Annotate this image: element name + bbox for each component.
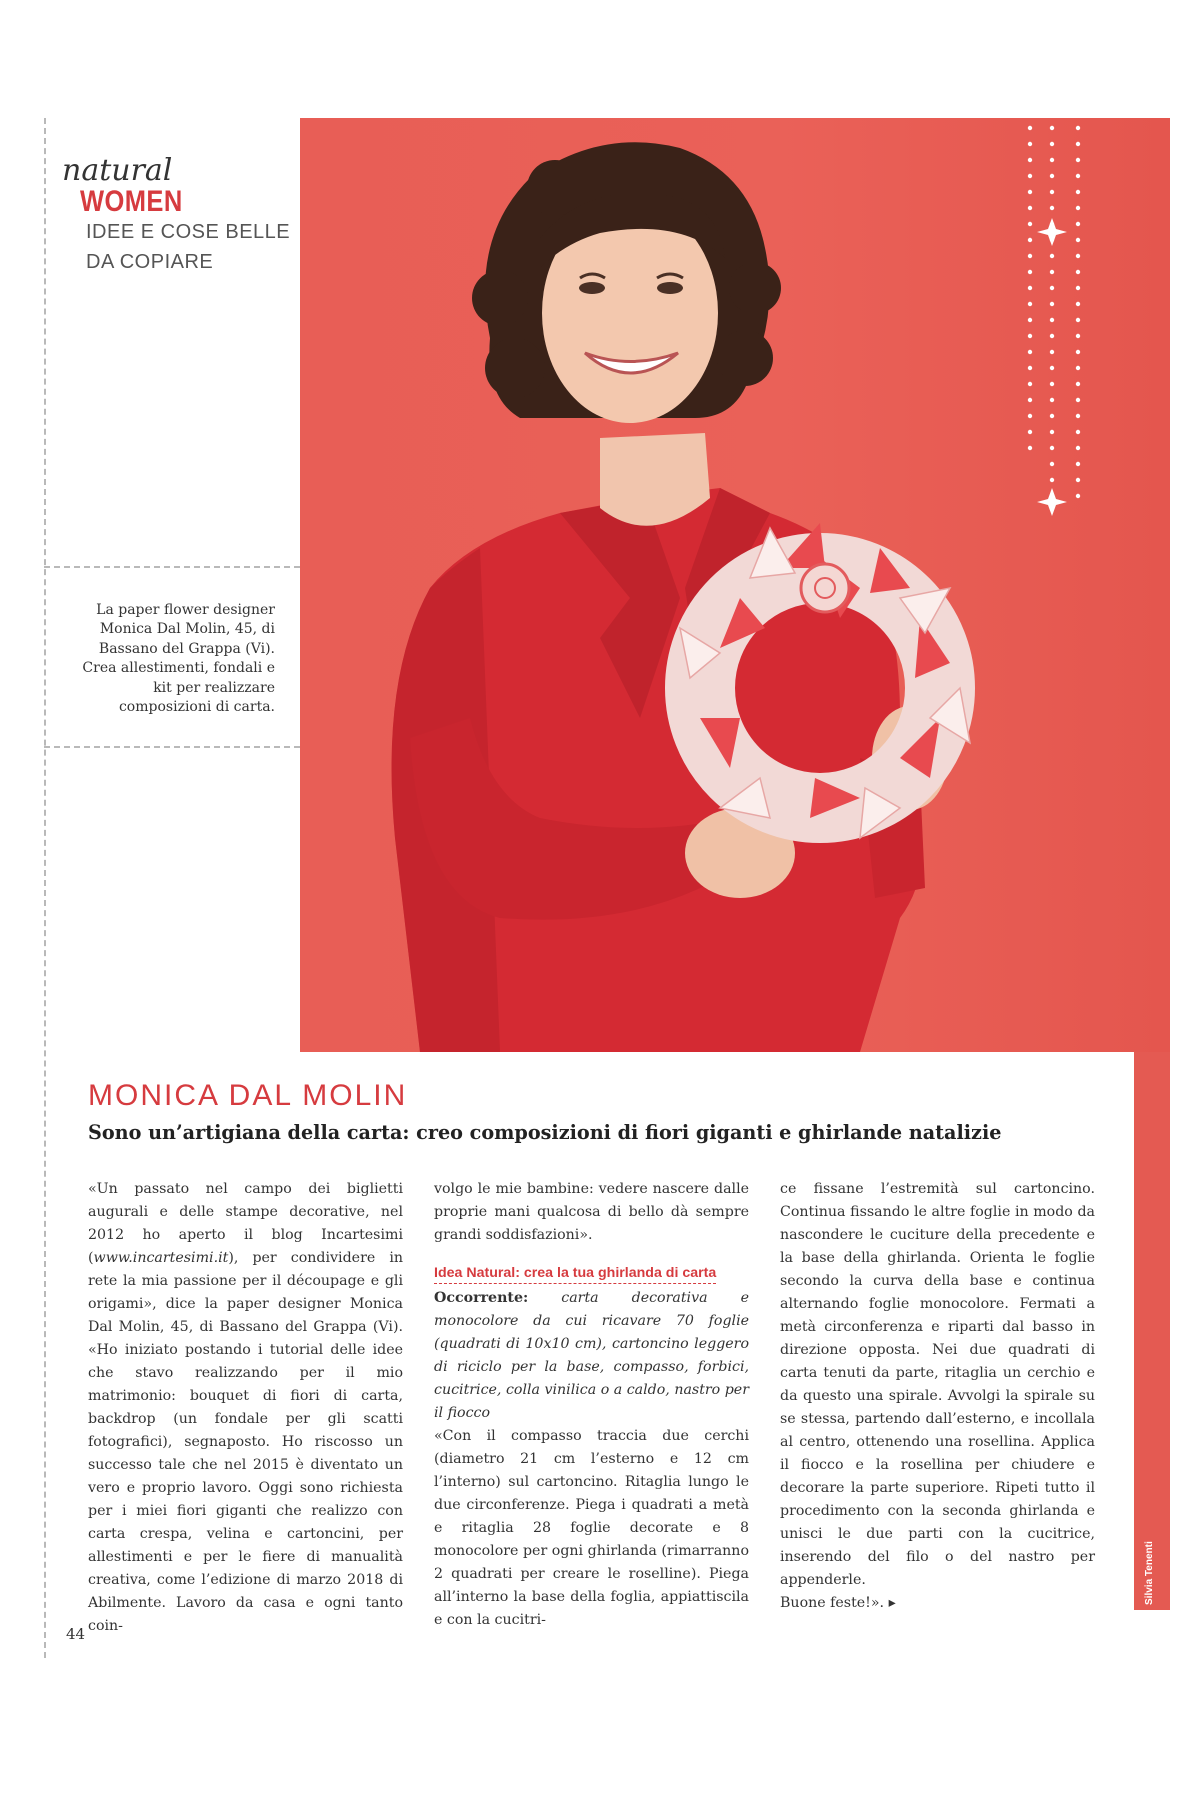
section-tagline-line-2: DA COPIARE — [86, 251, 214, 273]
article-column-3 — [780, 1178, 1095, 1615]
instructions-paragraph: «Con il compasso traccia due cerchi (diametro 21 cm l’esterno e 12 cm l’interno) sul cartoncino. Ritaglia lungo le due circonferenze. Piega i quadrati a metà e ritaglia 28 foglie decorate e 8 monocolore per ogni ghirlanda (rimarranno 2 quadrati per creare le roselline). Piega all’interno la base della foglia, appiattiscila e con la cucitri- — [434, 1428, 749, 1628]
materials-label: Occorrente: — [434, 1290, 529, 1306]
article-paragraph: volgo le mie bambine: vedere nascere dalle proprie mani qualcosa di bello dà sempre grandi soddisfazioni». — [434, 1181, 749, 1243]
caption-line: Bassano del Grappa (Vi). — [98, 640, 275, 657]
materials-text: carta decorativa e monocolore da cui ricavare 70 foglie (quadrati di 10x10 cm), cartoncino leggero di riciclo per la base, compasso, forbici, cucitrice, colla vinilica o a caldo, nastro per il fiocco — [434, 1290, 749, 1421]
article-title: MONICA DAL MOLIN — [88, 1079, 408, 1112]
text-run: ), per condividere in rete la mia passione per il découpage e gli origami», dice la paper designer Monica Dal Molin, 45, di Bassano del Grappa (Vi). «Ho iniziato postando i tutorial delle idee che stavo realizzando per il mio matrimonio: bouquet di fiori di carta, backdrop (un fondale per gli scatti fotografici), segnaposto. Ho riscosso un successo tale che nel 2015 è diventato un vero e proprio lavoro. Oggi sono richiesta per i miei fiori giganti che realizzo con carta crespa, velina e cartoncini, per allestimenti e per le fiere di manualità creativa, come l’edizione di marzo 2018 di Abilmente. Lavoro da casa e ogni tanto coin- — [88, 1250, 403, 1634]
photo-caption — [60, 601, 275, 717]
caption-bottom-dashed-line — [44, 746, 300, 748]
section-brand-bold: WOMEN — [80, 185, 183, 218]
star-garland-decoration — [1028, 126, 1080, 516]
article-column-1 — [88, 1178, 403, 1638]
article-column-2 — [434, 1178, 749, 1632]
blog-link[interactable]: www.incartesimi.it — [93, 1250, 229, 1266]
article-paragraph — [88, 1178, 403, 1638]
idea-box-title: Idea Natural: crea la tua ghirlanda di carta — [434, 1263, 716, 1284]
decorative-red-strip — [1134, 1052, 1170, 1610]
section-brand-script: natural — [62, 153, 173, 188]
caption-line: kit per realizzare — [153, 679, 275, 696]
portrait-illustration — [300, 118, 1170, 1052]
materials-paragraph — [434, 1287, 749, 1425]
caption-line: La paper flower designer — [96, 602, 275, 618]
page-number: 44 — [66, 1625, 86, 1643]
text-run: «Un passato nel campo dei biglietti augurali e delle stampe decorative, nel 2012 ho aperto il blog Incartesimi ( — [88, 1181, 403, 1266]
caption-line: Monica Dal Molin, 45, di — [99, 621, 275, 638]
caption-top-dashed-line — [44, 566, 300, 568]
section-tagline-line-1: IDEE E COSE BELLE — [86, 221, 291, 243]
article-subtitle: Sono un’artigiana della carta: creo composizioni di fiori giganti e ghirlande natalizie — [88, 1121, 1002, 1144]
photo-credit: Silvia Tenenti — [1144, 1541, 1155, 1605]
instructions-paragraph: ce fissane l’estremità sul cartoncino. Continua fissando le altre foglie in modo da nascondere le cuciture della precedente e la base della ghirlanda. Orienta le foglie secondo la curva della base e continua alternando foglie monocolore. Fermati a metà circonferenza e riparti dal basso in direzione opposta. Nei due quadrati di carta tenuti da parte, ritaglia un cerchio e da questo una spirale. Avvolgi la spirale su se stessa, partendo dall’esterno, e incollala al centro, ottenendo una rosellina. Applica il fiocco e la rosellina per chiudere e decorare la parte superiore. Ripeti tutto il procedimento con la seconda ghirlanda e unisci le due parti con la cucitrice, inserendo del filo o del nastro per appenderle. — [780, 1181, 1095, 1588]
caption-line: composizioni di carta. — [118, 699, 275, 716]
caption-line: Crea allestimenti, fondali e — [82, 660, 275, 677]
closing-line: Buone feste!». ▸ — [780, 1595, 896, 1611]
section-header — [62, 155, 302, 277]
portrait-photo — [300, 118, 1170, 1052]
